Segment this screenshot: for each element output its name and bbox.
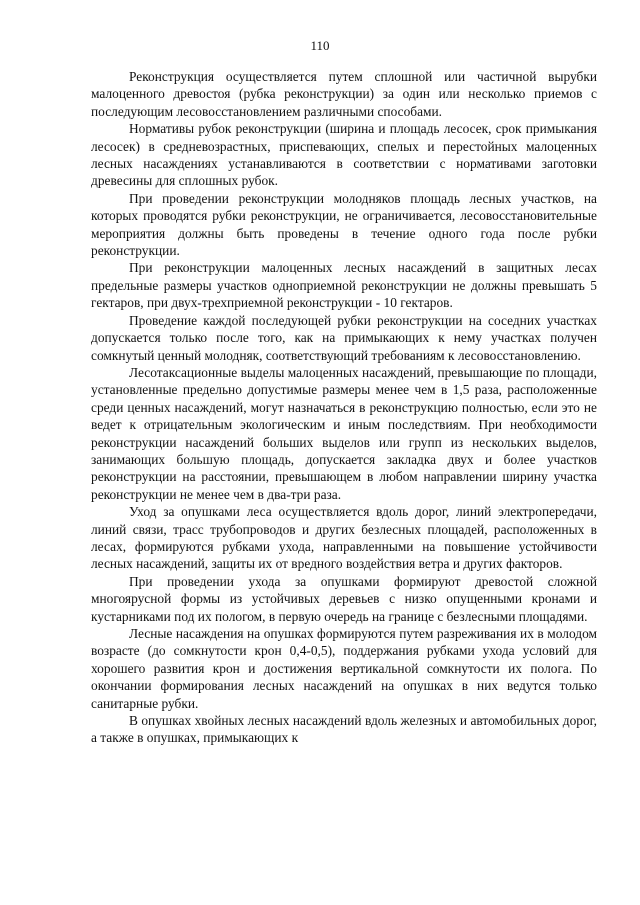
- page-number: 110: [310, 38, 330, 53]
- paragraph-reconstruction-norms: Нормативы рубок реконструкции (ширина и площадь лесосек, срок примыкания лесосек) в средневозрастных, приспевающих, спелых и перестойных малоценных лесных насаждениях устанавливаются в соответствии с нормативами заготовки древесины для сплошных рубок.: [91, 121, 597, 189]
- body-text: [91, 68, 597, 747]
- paragraph-subsequent-felling: Проведение каждой последующей рубки реконструкции на соседних участках допускается только после того, как на примыкающих к нему участках получен сомкнутый ценный молодняк, соответствующий требованиям к лесовосстановлению.: [91, 312, 597, 363]
- paragraph-edge-care: Уход за опушками леса осуществляется вдоль дорог, линий электропередачи, линий связи, трасс трубопроводов и других безлесных площадей, расположенных в лесах, формируются рубками ухода, направленными на повышение устойчивости лесных насаждений, защиты их от вредного воздействия ветра и других факторов.: [91, 504, 597, 572]
- paragraph-edge-thinning: Лесные насаждения на опушках формируются путем разреживания их в молодом возрасте (до сомкнутости крон 0,4-0,5), поддержания рубками ухода условий для хорошего развития крон и достижения вертикальной сомкнутости их полога. По окончании формирования лесных насаждений на опушках в них ведутся только санитарные рубки.: [91, 626, 597, 711]
- paragraph-edge-stand-form: При проведении ухода за опушками формируют древостой сложной многоярусной формы из устойчивых деревьев с низко опущенными кронами и кустарниками под их пологом, в первую очередь на границе с безлесными площадями.: [91, 573, 597, 624]
- paragraph-reconstruction-definition: Реконструкция осуществляется путем сплошной или частичной вырубки малоценного древостоя (рубка реконструкции) за один или несколько приемов с последующим лесовосстановлением различными способами.: [91, 69, 597, 119]
- paragraph-young-stands: При проведении реконструкции молодняков площадь лесных участков, на которых проводятся рубки реконструкции, не ограничивается, лесовосстановительные мероприятия должны быть проведены в течение одного года после рубки реконструкции.: [91, 190, 597, 259]
- paragraph-protective-forests: При реконструкции малоценных лесных насаждений в защитных лесах предельные размеры участков одноприемной реконструкции не должны превышать 5 гектаров, при двух-трехприемной реконструкции - 10 гектаров.: [91, 260, 597, 311]
- paragraph-taxation-units: Лесотаксационные выделы малоценных насаждений, превышающие по площади, установленные предельно допустимые размеры менее чем в 1,5 раза, расположенные среди ценных насаждений, могут назначаться в реконструкцию полностью, если это не ведет к отрицательным экологическим и иным последствиям. При необходимости реконструкции насаждений больших выделов или групп из нескольких выделов, занимающих большую площадь, допускается закладка двух и более участков реконструкции на расстоянии, превышающем в любом направлении ширину участка реконструкции не менее чем в два-три раза.: [91, 364, 597, 502]
- paragraph-conifer-edges: В опушках хвойных лесных насаждений вдоль железных и автомобильных дорог, а также в опушках, примыкающих к: [91, 713, 597, 746]
